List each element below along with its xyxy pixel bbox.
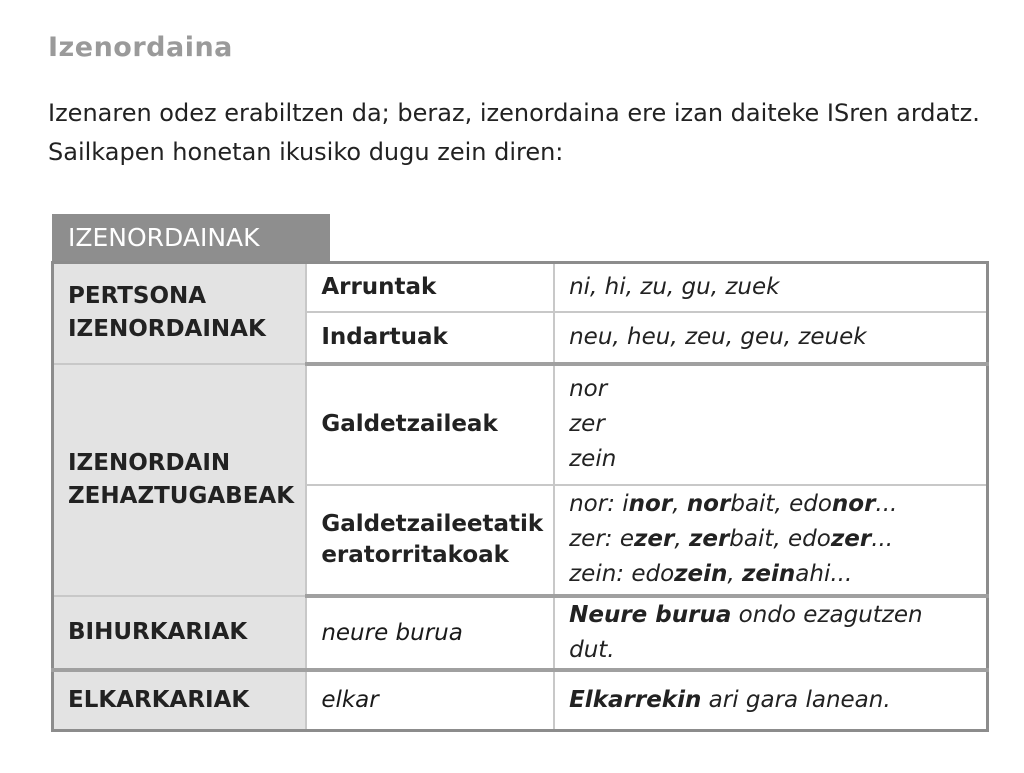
subcategory-eratorritakoak: Galdetzaileetatik eratorritakoak <box>306 485 554 596</box>
table-header-tab: IZENORDAINAK <box>52 214 330 261</box>
example-line-nor: nor: inor, norbait, edonor... <box>569 491 898 517</box>
example-line-zein: zein: edozein, zeinahi... <box>569 561 853 587</box>
example-elkarkariak: Elkarrekin ari gara lanean. <box>554 670 987 731</box>
intro-paragraph: Izenaren odez erabiltzen da; beraz, izenordaina ere izan daiteke ISren ardatz. Sailkapen honetan ikusiko dugu zein diren: <box>48 99 980 166</box>
example-line-zer: zer: ezer, zerbait, edozer... <box>569 526 894 552</box>
examples-indartuak: neu, heu, zeu, geu, zeuek <box>554 312 987 364</box>
examples-eratorritakoak <box>554 485 987 596</box>
category-bihurkariak: BIHURKARIAK <box>53 596 307 670</box>
subcategory-indartuak: Indartuak <box>306 312 554 364</box>
category-elkarkariak: ELKARKARIAK <box>53 670 307 731</box>
subcategory-galdetzaileak: Galdetzaileak <box>306 364 554 485</box>
example-line: zer <box>569 411 605 437</box>
category-pertsona: PERTSONA IZENORDAINAK <box>53 263 307 364</box>
form-bihurkariak: neure burua <box>306 596 554 670</box>
subcategory-arruntak: Arruntak <box>306 263 554 312</box>
form-elkarkariak: elkar <box>306 670 554 731</box>
examples-galdetzaileak <box>554 364 987 485</box>
section-title: Izenordaina <box>48 32 233 63</box>
example-line: zein <box>569 446 617 472</box>
pronoun-table <box>51 261 989 732</box>
example-bihurkariak: Neure burua ondo ezagutzen dut. <box>554 596 987 670</box>
category-zehaztugabeak: IZENORDAIN ZEHAZTUGABEAK <box>53 364 307 596</box>
examples-arruntak: ni, hi, zu, gu, zuek <box>554 263 987 312</box>
example-line: nor <box>569 376 608 402</box>
